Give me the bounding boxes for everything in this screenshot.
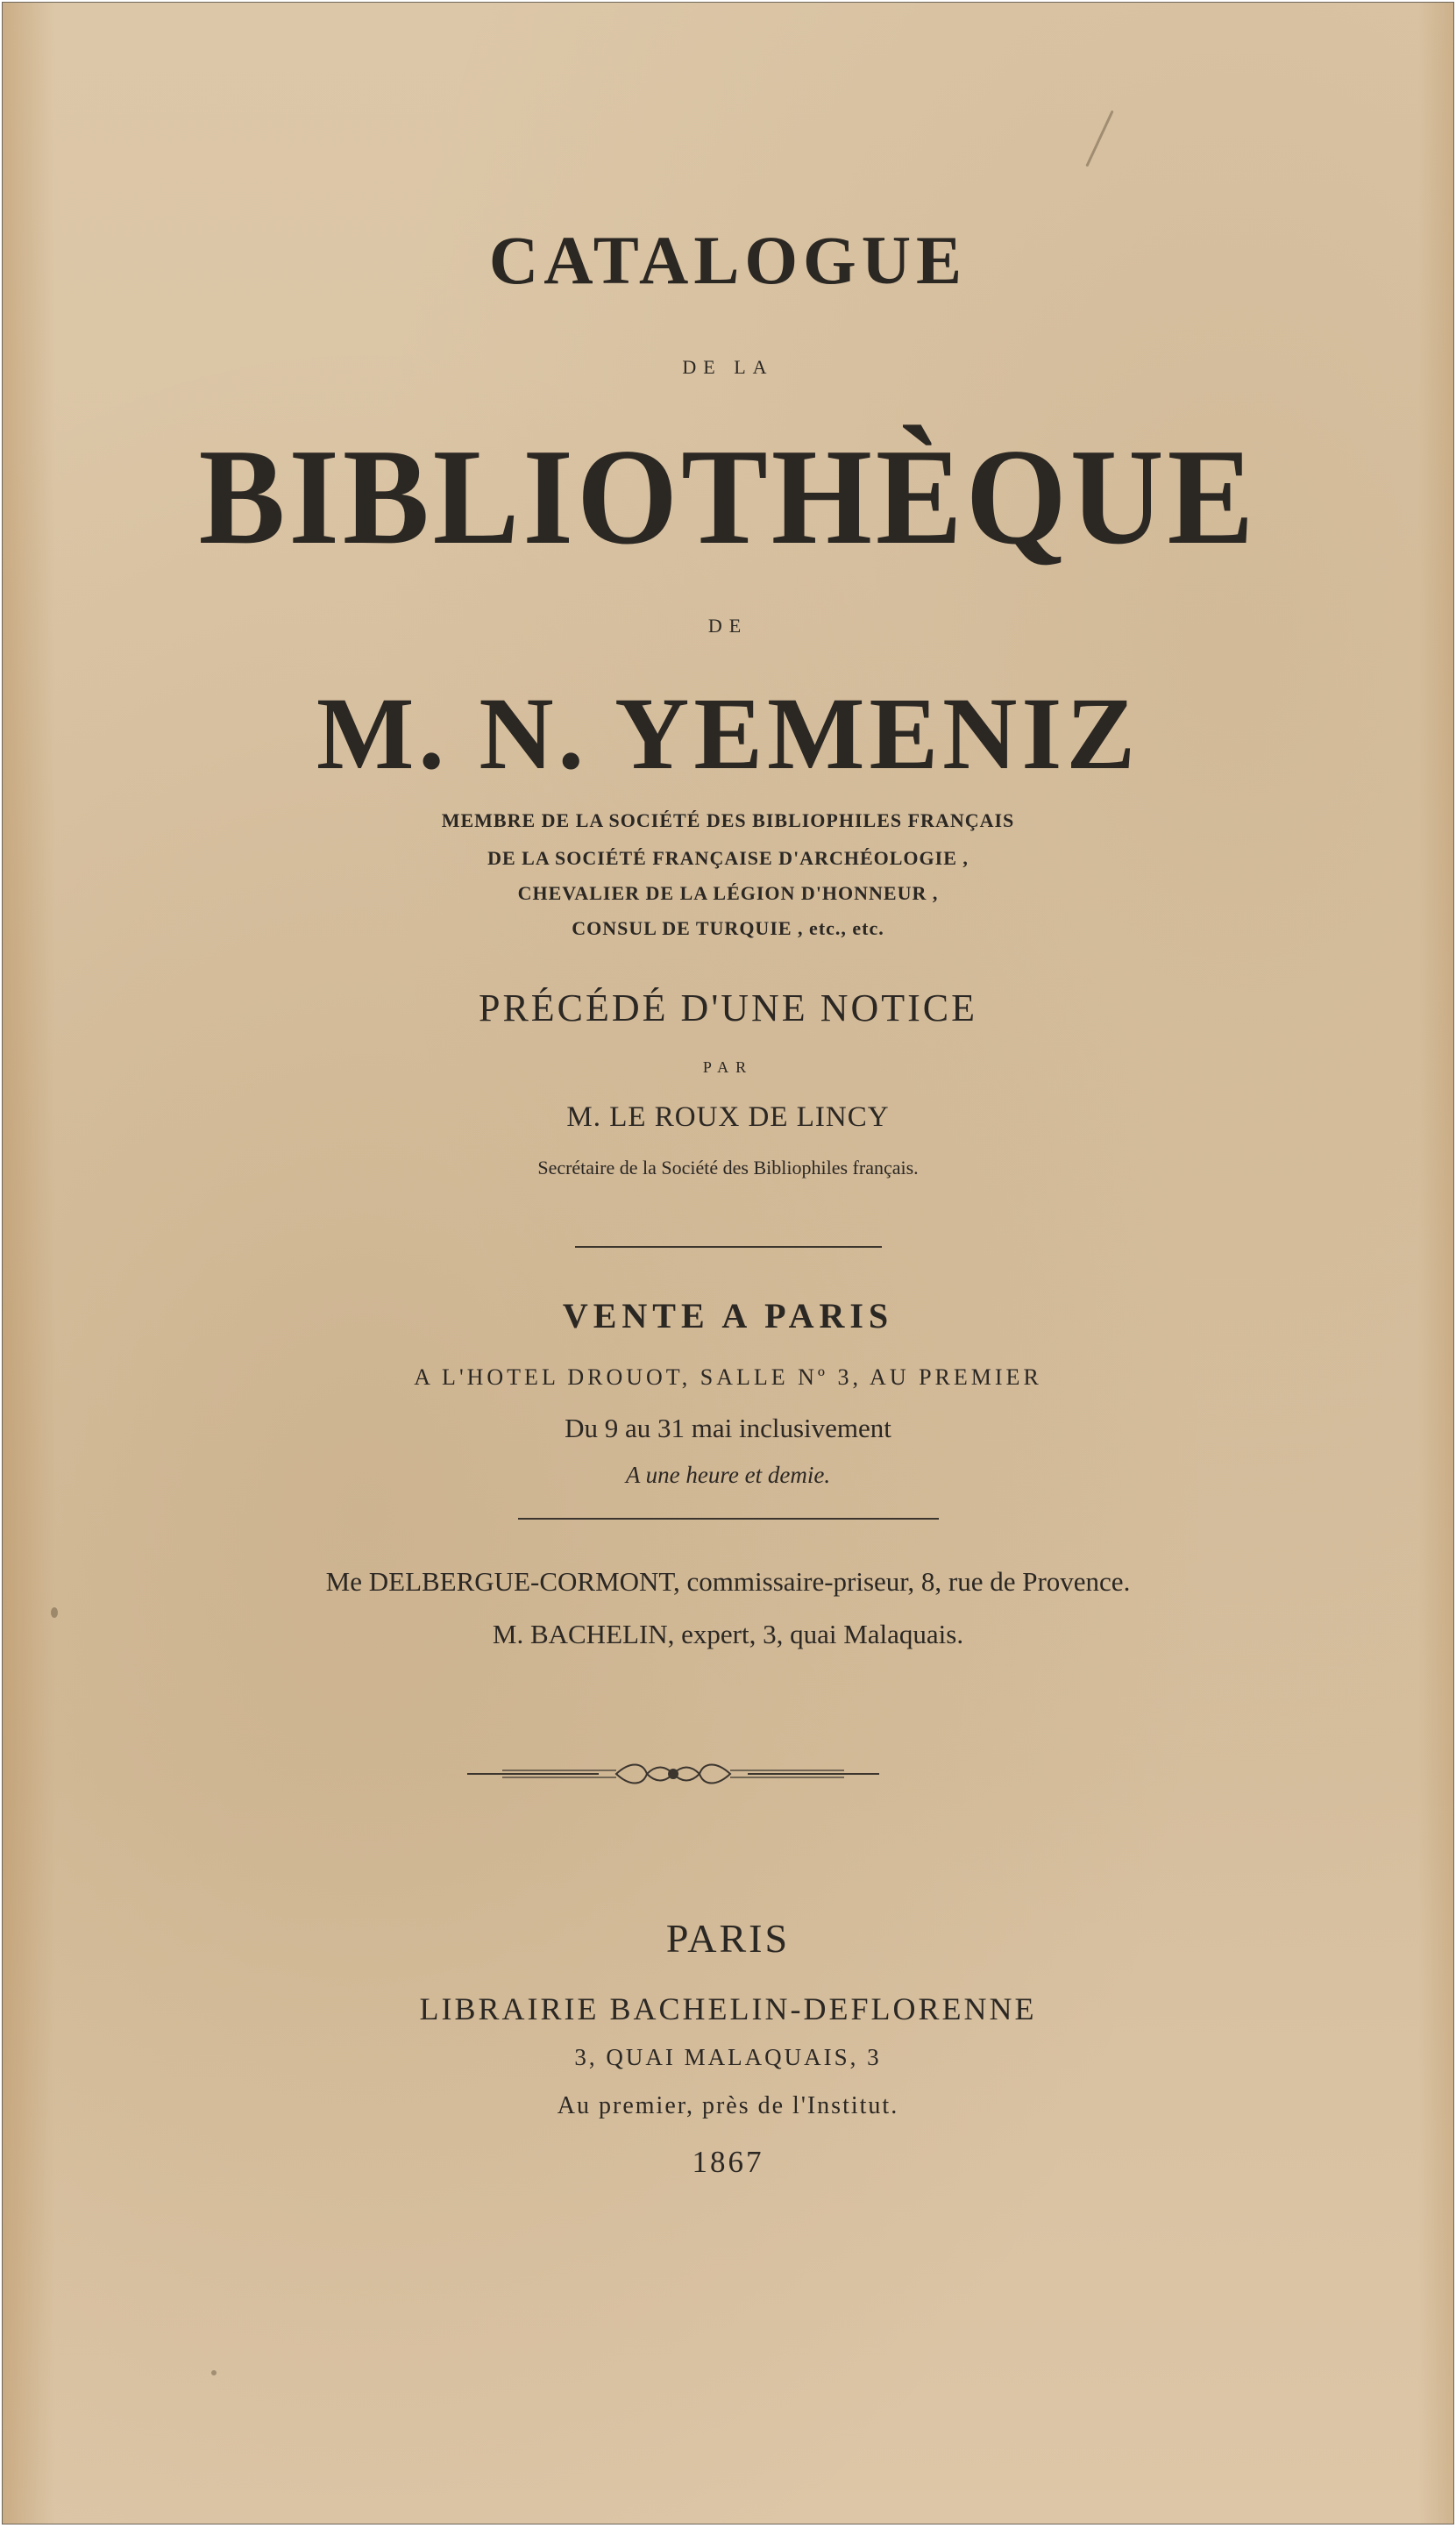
- membership-line: CONSUL DE TURQUIE , etc., etc.: [572, 917, 884, 939]
- fleuron-ornament-icon: [467, 1756, 879, 1791]
- title-de: DE: [707, 615, 749, 637]
- notice-author-title: Secrétaire de la Société des Bibliophiles français.: [537, 1157, 919, 1179]
- imprint-address: 3, QUAI MALAQUAIS, 3: [574, 2044, 882, 2070]
- membership-line: DE LA SOCIÉTÉ FRANÇAISE D'ARCHÉOLOGIE ,: [487, 847, 969, 869]
- ornament-center-dot: [669, 1770, 678, 1778]
- title-catalogue: CATALOGUE: [488, 222, 968, 298]
- page-edge-stain-left: [3, 3, 55, 2524]
- expert-line: M. BACHELIN, expert, 3, quai Malaquais.: [492, 1619, 964, 1649]
- ornament-loop-left: [616, 1765, 647, 1784]
- divider-rule: [575, 1246, 882, 1248]
- imprint-year: 1867: [692, 2145, 764, 2179]
- sale-time: A une heure et demie.: [625, 1462, 831, 1488]
- notice-par: PAR: [702, 1058, 754, 1076]
- paper-crease: [1085, 110, 1113, 167]
- notice-heading: PRÉCÉDÉ D'UNE NOTICE: [478, 986, 977, 1029]
- title-page: [2, 2, 1454, 2524]
- membership-line: CHEVALIER DE LA LÉGION D'HONNEUR ,: [517, 882, 939, 904]
- sale-venue: A L'HOTEL DROUOT, SALLE Nº 3, AU PREMIER: [414, 1364, 1042, 1390]
- title-bibliotheque: BIBLIOTHÈQUE: [198, 421, 1258, 573]
- imprint-city: PARIS: [665, 1916, 791, 1961]
- ornament-loop-right: [700, 1765, 730, 1784]
- foxing-spot: [51, 1607, 58, 1618]
- foxing-spot: [211, 2370, 217, 2375]
- auctioneer-line: Me DELBERGUE-CORMONT, commissaire-priseur, 8, rue de Provence.: [325, 1566, 1131, 1597]
- imprint-publisher: LIBRAIRIE BACHELIN-DEFLORENNE: [419, 1991, 1037, 2026]
- notice-author: M. LE ROUX DE LINCY: [566, 1101, 890, 1133]
- sale-dates: Du 9 au 31 mai inclusivement: [565, 1413, 891, 1443]
- divider-rule: [518, 1518, 939, 1520]
- title-de-la: DE LA: [682, 356, 774, 378]
- membership-line: MEMBRE DE LA SOCIÉTÉ DES BIBLIOPHILES FRANÇAIS: [441, 809, 1015, 831]
- owner-name: M. N. YEMENIZ: [316, 676, 1140, 791]
- page-edge-stain-right: [1418, 3, 1453, 2524]
- sale-heading: VENTE A PARIS: [562, 1296, 894, 1335]
- imprint-location-note: Au premier, près de l'Institut.: [557, 2092, 899, 2119]
